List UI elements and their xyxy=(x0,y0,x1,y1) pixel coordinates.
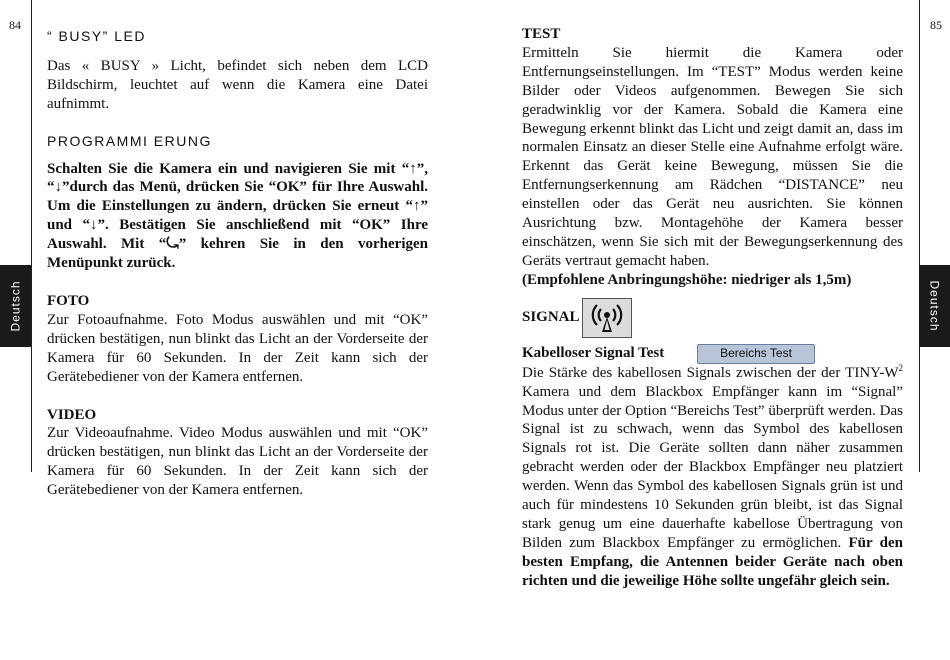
busy-led-text: Das « BUSY » Licht, befindet sich neben dem LCD Bildschirm, leuchtet auf wenn die Kamera eine Datei aufnimmt. xyxy=(47,57,428,112)
right-page-content xyxy=(522,25,903,591)
foto-heading: FOTO xyxy=(47,292,90,309)
language-tab-right xyxy=(919,265,950,347)
test-recommendation: (Empfohlene Anbringungshöhe: niedriger als 1,5m) xyxy=(522,271,852,288)
signal-test-row xyxy=(522,344,903,364)
busy-led-heading: “ BUSY” LED xyxy=(47,28,146,44)
kabelloser-signal-test-heading: Kabelloser Signal Test xyxy=(522,345,665,362)
bereichs-test-button[interactable]: Bereichs Test xyxy=(697,344,815,364)
language-tab-left xyxy=(0,265,31,347)
margin-rule-left xyxy=(31,0,32,472)
test-text: Ermitteln Sie hiermit die Kamera oder Entfernungseinstellungen. Im “TEST” Modus werden keine Bilder oder Videos aufgenommen. Bewegen Sie sich geradwinklig vor der Kamera. Sobald die Kamera eine Bewegung erkennt blinkt das Licht und zeigt damit an, dass im normalen Einsatz an dieser Stelle eine Aufnahme erfolgt wäre. Erkennt das Gerät keine Bewegung, müssen Sie die Entfernungserkennung am Rädchen “DISTANCE” neu einstellen oder das Gerät neu ausrichten. Sie können Ausrichtung bzw. Montagehöhe der Kamera besser einschätzen, wenn Sie sich mit der Bewegungserkennung des Geräts vertraut gemacht haben. xyxy=(522,44,903,269)
programmierung-text: Schalten Sie die Kamera ein und navigieren Sie mit “↑”, “↓”durch das Menü, drücken Sie “OK” für Ihre Auswahl. Um die Einstellungen zu ändern, drücken Sie erneut “↑” und “↓”. Bestätigen Sie anschließend mit “OK” Ihre Auswahl. Mit “⤿” kehren Sie in den vorherigen Menüpunkt zurück. xyxy=(47,160,428,272)
wireless-signal-icon xyxy=(582,298,632,338)
page-number-left: 84 xyxy=(9,18,21,32)
signal-text-part2: Kamera und dem Blackbox Empfänger kann im “Signal” Modus unter der Option “Bereichs Test” überprüft werden. Das Signal ist zu schwach, wenn das Symbol des kabellosen Signals rot ist. Die Geräte sollten dann näher zusammen gebracht werden oder der Blackbox Empfänger neu platziert werden. Wenn das Symbol des kabellosen Signals grün ist und auch für mindestens 10 Sekunden grün bleibt, ist das Signal stark genug um eine dauerhafte kabellose Übertragung von Bilden zum Blackbox Empfänger zu ermöglichen. xyxy=(522,383,903,551)
video-text: Zur Videoaufnahme. Video Modus auswählen und mit “OK” drücken bestätigen, nun blinkt das Licht an der Vorderseite der Kamera für 60 Sekunden. In der Zeit kann sich der Gerätebediener von der Kamera entfernen. xyxy=(47,425,428,499)
language-tab-label: Deutsch xyxy=(8,280,23,332)
signal-text-part1: Die Stärke des kabellosen Signals zwischen der der TINY-W xyxy=(522,364,899,381)
test-heading: TEST xyxy=(522,26,561,42)
video-heading: VIDEO xyxy=(47,406,97,423)
signal-text xyxy=(522,364,903,591)
programmierung-heading: PROGRAMMI ERUNG xyxy=(47,132,212,149)
left-page-content xyxy=(47,25,428,500)
margin-rule-right xyxy=(919,0,920,472)
foto-text: Zur Fotoaufnahme. Foto Modus auswählen und mit “OK” drücken bestätigen, nun blinkt das Licht an der Vorderseite der Kamera für 60 Sekunden. In der Zeit kann sich der Gerätebediener von der Kamera entfernen. xyxy=(47,311,428,385)
signal-bold-text: Für den besten Empfang, die Antennen beider Geräte nach oben richten und die jeweilige Höhe sollte ungefähr gleich sein. xyxy=(522,534,904,589)
language-tab-label: Deutsch xyxy=(927,280,942,332)
superscript: 2 xyxy=(898,362,903,373)
page-number-right: 85 xyxy=(930,18,942,32)
signal-header-row xyxy=(522,298,903,338)
signal-heading: SIGNAL xyxy=(522,309,580,326)
